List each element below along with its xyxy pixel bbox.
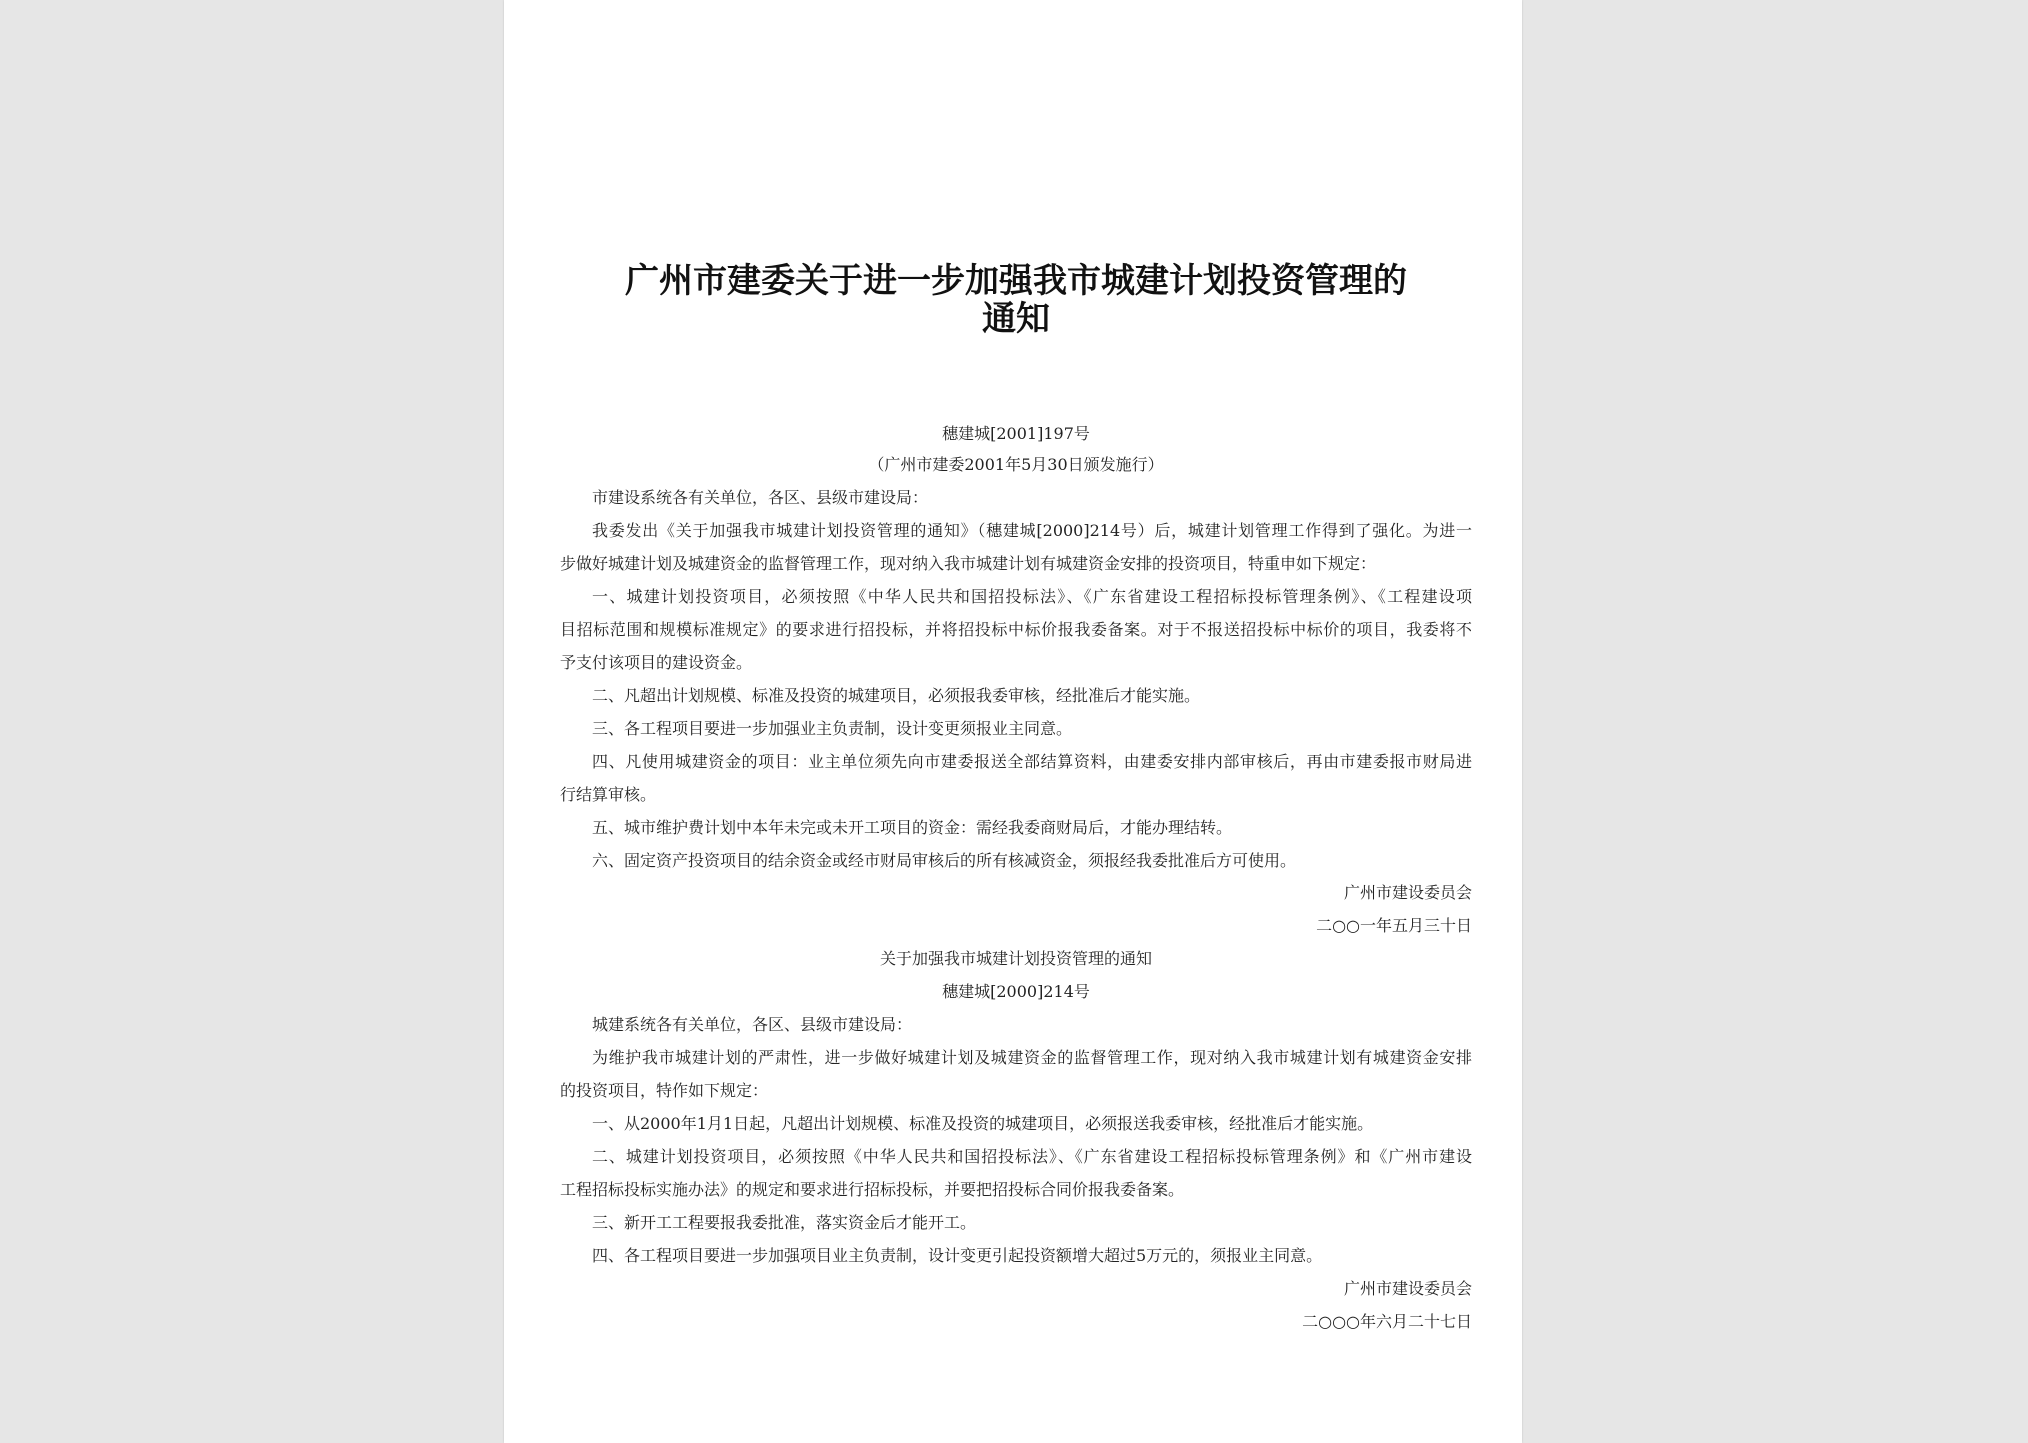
date-2: 二○○○年六月二十七日 <box>1302 1312 1472 1331</box>
item-1-line-3: 予支付该项目的建设资金。 <box>560 653 753 672</box>
attached-item-2-line-1: 二、城建计划投资项目，必须按照《中华人民共和国招投标法》、《广东省建设工程招标投标管理条例》和《广州市建设 <box>592 1147 1472 1166</box>
item-1-line-1: 一、城建计划投资项目，必须按照《中华人民共和国招投标法》、《广东省建设工程招标投标管理条例》、《工程建设项 <box>592 587 1472 606</box>
document-title <box>560 262 1472 338</box>
attached-paragraph-line-1: 为维护我市城建计划的严肃性，进一步做好城建计划及城建资金的监督管理工作，现对纳入我市城建计划有城建资金安排 <box>592 1048 1472 1067</box>
attached-item-4: 四、各工程项目要进一步加强项目业主负责制，设计变更引起投资额增大超过5万元的，须报业主同意。 <box>592 1246 1323 1265</box>
signature-1: 广州市建设委员会 <box>1343 883 1472 902</box>
salutation: 市建设系统各有关单位，各区、县级市建设局： <box>592 488 929 507</box>
attached-item-1: 一、从2000年1月1日起，凡超出计划规模、标准及投资的城建项目，必须报送我委审核，经批准后才能实施。 <box>592 1114 1374 1133</box>
item-4-line-2: 行结算审核。 <box>560 785 657 804</box>
item-6: 六、固定资产投资项目的结余资金或经市财局审核后的所有核减资金，须报经我委批准后方可使用。 <box>592 851 1297 870</box>
item-3: 三、各工程项目要进一步加强业主负责制，设计变更须报业主同意。 <box>592 719 1073 738</box>
attached-notice-title: 关于加强我市城建计划投资管理的通知 <box>879 949 1152 968</box>
doc-number: 穗建城[2001]197号 <box>942 424 1090 443</box>
paragraph-1-line-1: 我委发出《关于加强我市城建计划投资管理的通知》（穗建城[2000]214号）后，城建计划管理工作得到了强化。为进一 <box>592 521 1472 540</box>
item-1-line-2: 目招标范围和规模标准规定》的要求进行招投标，并将招投标中标价报我委备案。对于不报送招投标中标价的项目，我委将不 <box>560 620 1472 639</box>
item-2: 二、凡超出计划规模、标准及投资的城建项目，必须报我委审核，经批准后才能实施。 <box>592 686 1201 705</box>
attached-paragraph-line-2: 的投资项目，特作如下规定： <box>560 1081 769 1100</box>
title-line-1: 广州市建委关于进一步加强我市城建计划投资管理的 <box>625 261 1407 301</box>
paragraph-1-line-2: 步做好城建计划及城建资金的监督管理工作，现对纳入我市城建计划有城建资金安排的投资项目，特重申如下规定： <box>560 554 1377 573</box>
issue-note: （广州市建委2001年5月30日颁发施行） <box>868 455 1164 474</box>
document-page <box>504 0 1522 1443</box>
signature-2: 广州市建设委员会 <box>1343 1279 1472 1298</box>
title-line-2: 通知 <box>982 299 1050 339</box>
attached-salutation: 城建系统各有关单位，各区、县级市建设局： <box>592 1015 913 1034</box>
attached-item-3: 三、新开工工程要报我委批准，落实资金后才能开工。 <box>592 1213 977 1232</box>
attached-notice-number: 穗建城[2000]214号 <box>942 982 1090 1001</box>
attached-item-2-line-2: 工程招标投标实施办法》的规定和要求进行招标投标，并要把招投标合同价报我委备案。 <box>560 1180 1185 1199</box>
item-4-line-1: 四、凡使用城建资金的项目：业主单位须先向市建委报送全部结算资料，由建委安排内部审核后，再由市建委报市财局进 <box>592 752 1472 771</box>
date-1: 二○○一年五月三十日 <box>1316 916 1472 935</box>
item-5: 五、城市维护费计划中本年未完或未开工项目的资金：需经我委商财局后，才能办理结转。 <box>592 818 1233 837</box>
